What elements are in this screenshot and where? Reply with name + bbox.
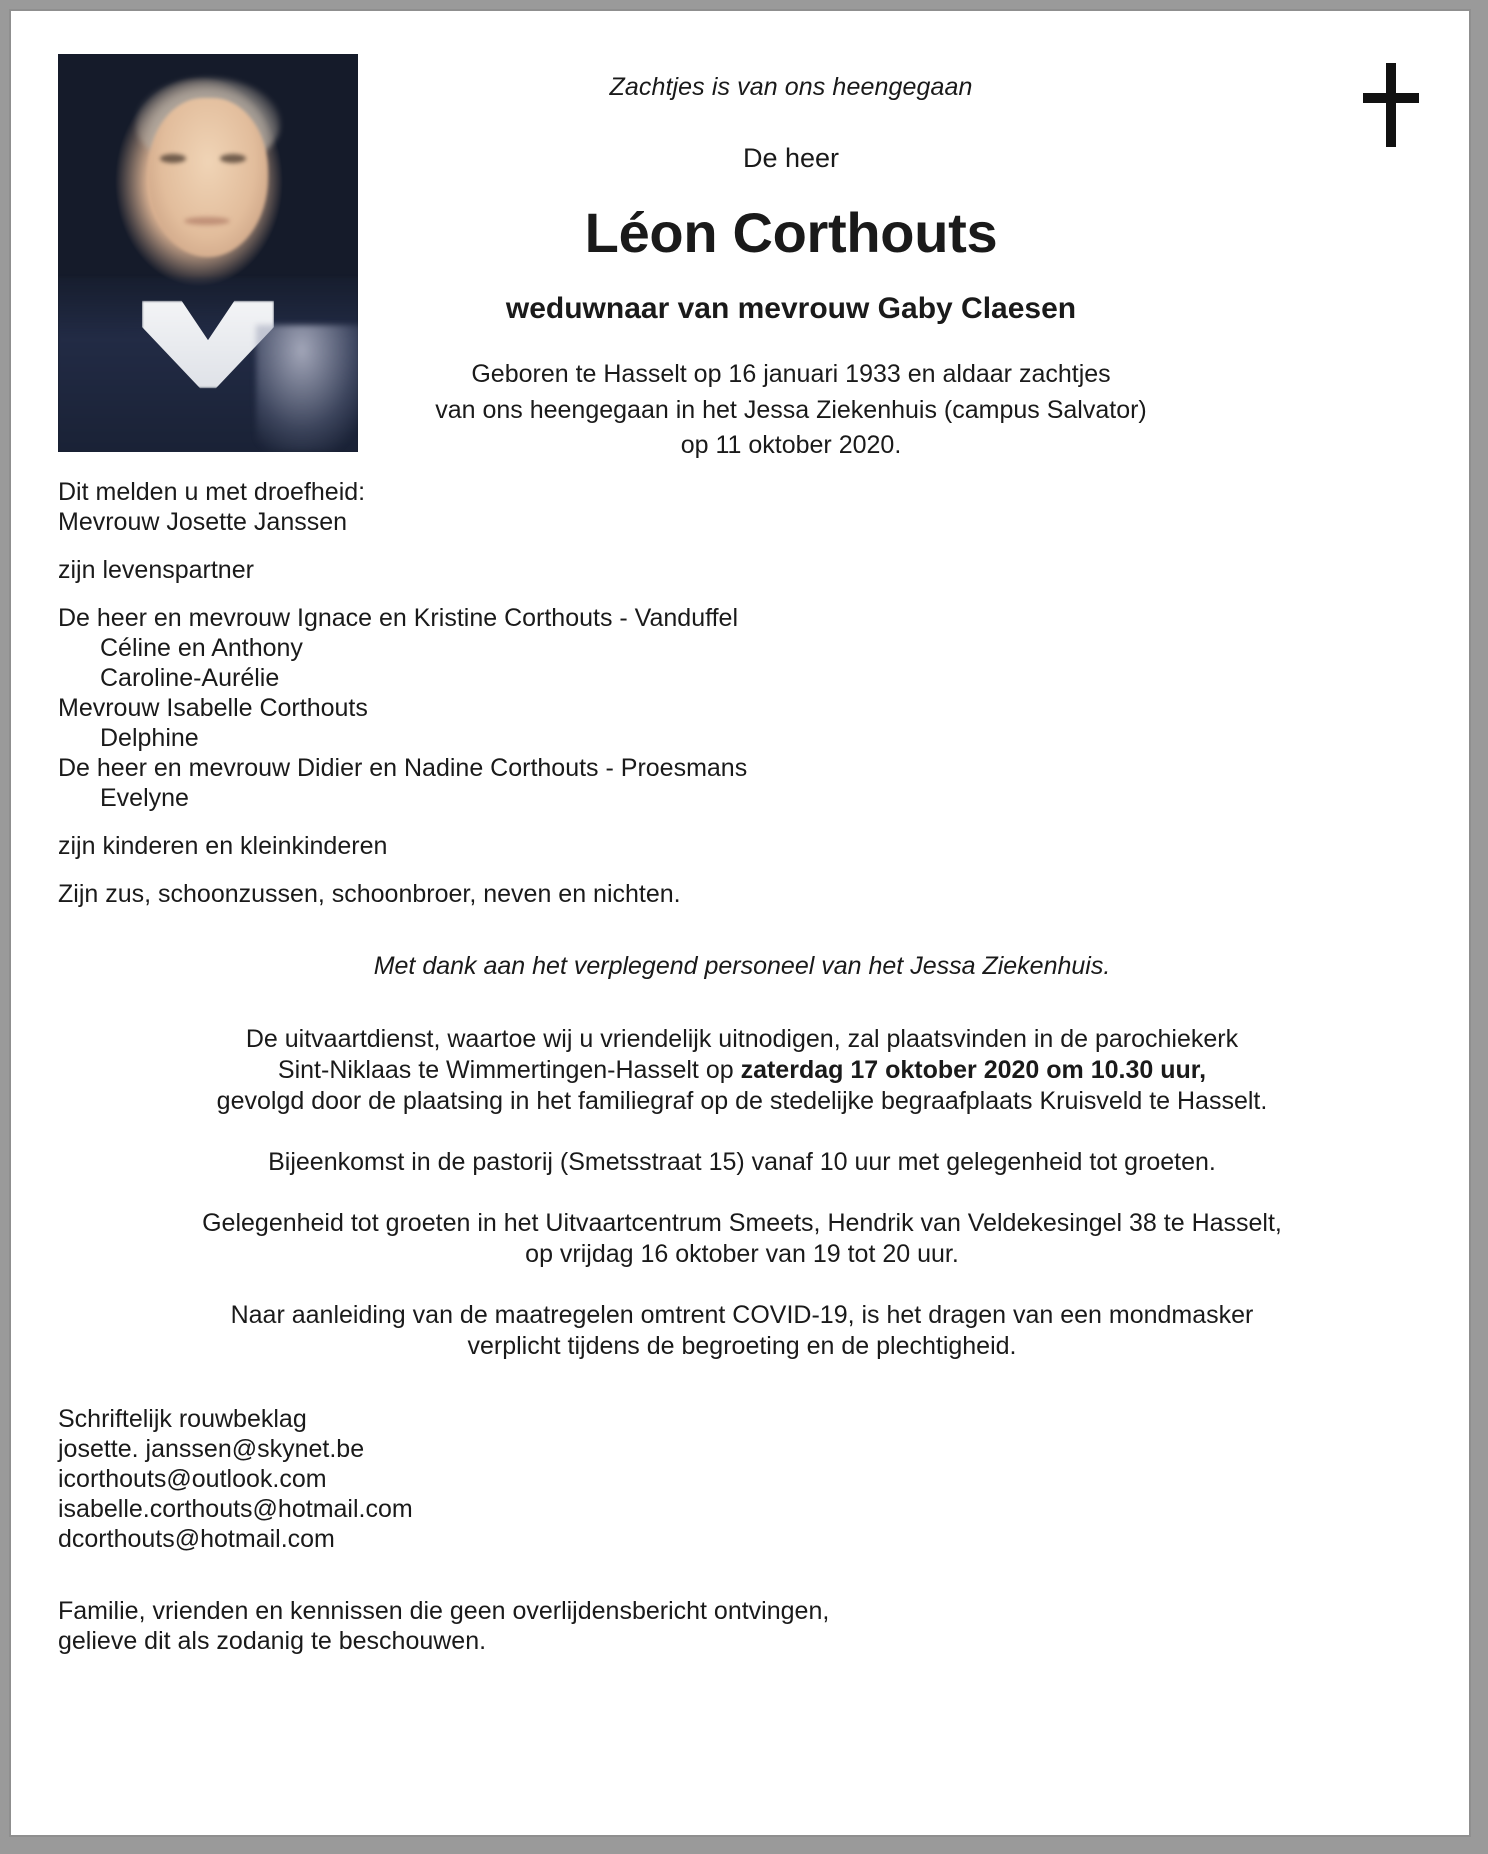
memorial-card [9,9,1471,1837]
relatives-line: Zijn zus, schoonzussen, schoonbroer, neven en nichten. [58,880,681,908]
announcement-block [58,477,1426,909]
birth-death-line-2: van ons heengegaan in het Jessa Ziekenhuis (campus Salvator) [435,395,1147,424]
service-datetime: zaterdag 17 oktober 2020 om 10.30 uur, [740,1056,1207,1084]
photo-eye-right [220,154,246,163]
spacer [58,982,1426,1024]
service-line-2-prefix: Sint-Niklaas te Wimmertingen-Hasselt op [277,1056,741,1084]
covid-line-1: Naar aanleiding van de maatregelen omtrent COVID-19, is het dragen van een mondmasker [230,1301,1254,1329]
condolence-email[interactable]: josette. janssen@skynet.be [58,1435,365,1463]
photo-shoulder-highlight [256,325,358,452]
family-line: Evelyne [100,784,189,812]
family-role-label: zijn kinderen en kleinkinderen [58,832,388,860]
cross-horizontal-bar [1363,93,1419,103]
kicker-text: Zachtjes is van ons heengegaan [609,73,973,101]
body-content [58,477,1426,1656]
spacer [58,813,1426,831]
portrait-photo [58,54,358,452]
condolence-email[interactable]: dcorthouts@hotmail.com [58,1525,335,1553]
condolences-title: Schriftelijk rouwbeklag [58,1405,307,1433]
birth-death-line-1: Geboren te Hasselt op 16 januari 1933 en aldaar zachtjes [471,360,1111,389]
closing-line-2: gelieve dit als zodanig te beschouwen. [58,1627,487,1655]
thanks-text: Met dank aan het verplegend personeel van het Jessa Ziekenhuis. [373,952,1111,980]
family-line: Delphine [100,724,199,752]
visitation-line-2: op vrijdag 16 oktober van 19 tot 20 uur. [525,1240,959,1268]
spacer [58,537,1426,555]
family-line: De heer en mevrouw Ignace en Kristine Corthouts - Vanduffel [58,604,739,632]
spacer [58,861,1426,879]
service-line-3: gevolgd door de plaatsing in het familiegraf op de stedelijke begraafplaats Kruisveld te Hasselt. [216,1087,1268,1115]
spacer [58,585,1426,603]
latin-cross-icon [1363,63,1419,147]
family-line: Caroline-Aurélie [100,664,280,692]
announce-intro: Dit melden u met droefheid: [58,478,366,506]
family-line: Mevrouw Isabelle Corthouts [58,694,368,722]
spacer [58,1554,1426,1596]
partner-role-label: zijn levenspartner [58,556,254,584]
birth-death-line-3: op 11 oktober 2020. [680,431,902,460]
covid-paragraph [58,1300,1426,1362]
partner-name: Mevrouw Josette Janssen [58,508,348,536]
photo-eye-left [160,154,186,163]
closing-block [58,1596,1426,1656]
spouse-line: weduwnaar van mevrouw Gaby Claesen [505,292,1077,326]
spacer [58,909,1426,951]
service-paragraph [58,1024,1426,1117]
gathering-text: Bijeenkomst in de pastorij (Smetsstraat 15) vanaf 10 uur met gelegenheid tot groeten. [268,1148,1216,1176]
header-block [381,71,1201,464]
deceased-name: Léon Corthouts [584,200,998,264]
spacer [58,1270,1426,1300]
visitation-paragraph [58,1208,1426,1270]
service-line-1: De uitvaartdienst, waartoe wij u vriendelijk uitnodigen, zal plaatsvinden in de parochiekerk [245,1025,1239,1053]
salutation-text: De heer [742,142,840,173]
spacer [58,1178,1426,1208]
condolence-email[interactable]: isabelle.corthouts@hotmail.com [58,1495,413,1523]
condolence-email[interactable]: icorthouts@outlook.com [58,1465,327,1493]
family-line: De heer en mevrouw Didier en Nadine Corthouts - Proesmans [58,754,748,782]
cross-vertical-bar [1386,63,1396,147]
photo-face [148,98,268,257]
closing-line-1: Familie, vrienden en kennissen die geen overlijdensbericht ontvingen, [58,1597,830,1625]
visitation-line-1: Gelegenheid tot groeten in het Uitvaartcentrum Smeets, Hendrik van Veldekesingel 38 te Hasselt, [202,1209,1282,1237]
family-line: Céline en Anthony [100,634,303,662]
spacer [58,1117,1426,1147]
condolences-block [58,1404,1426,1554]
spacer [58,1362,1426,1404]
birth-death-details [381,357,1201,464]
covid-line-2: verplicht tijdens de begroeting en de plechtigheid. [467,1332,1017,1360]
